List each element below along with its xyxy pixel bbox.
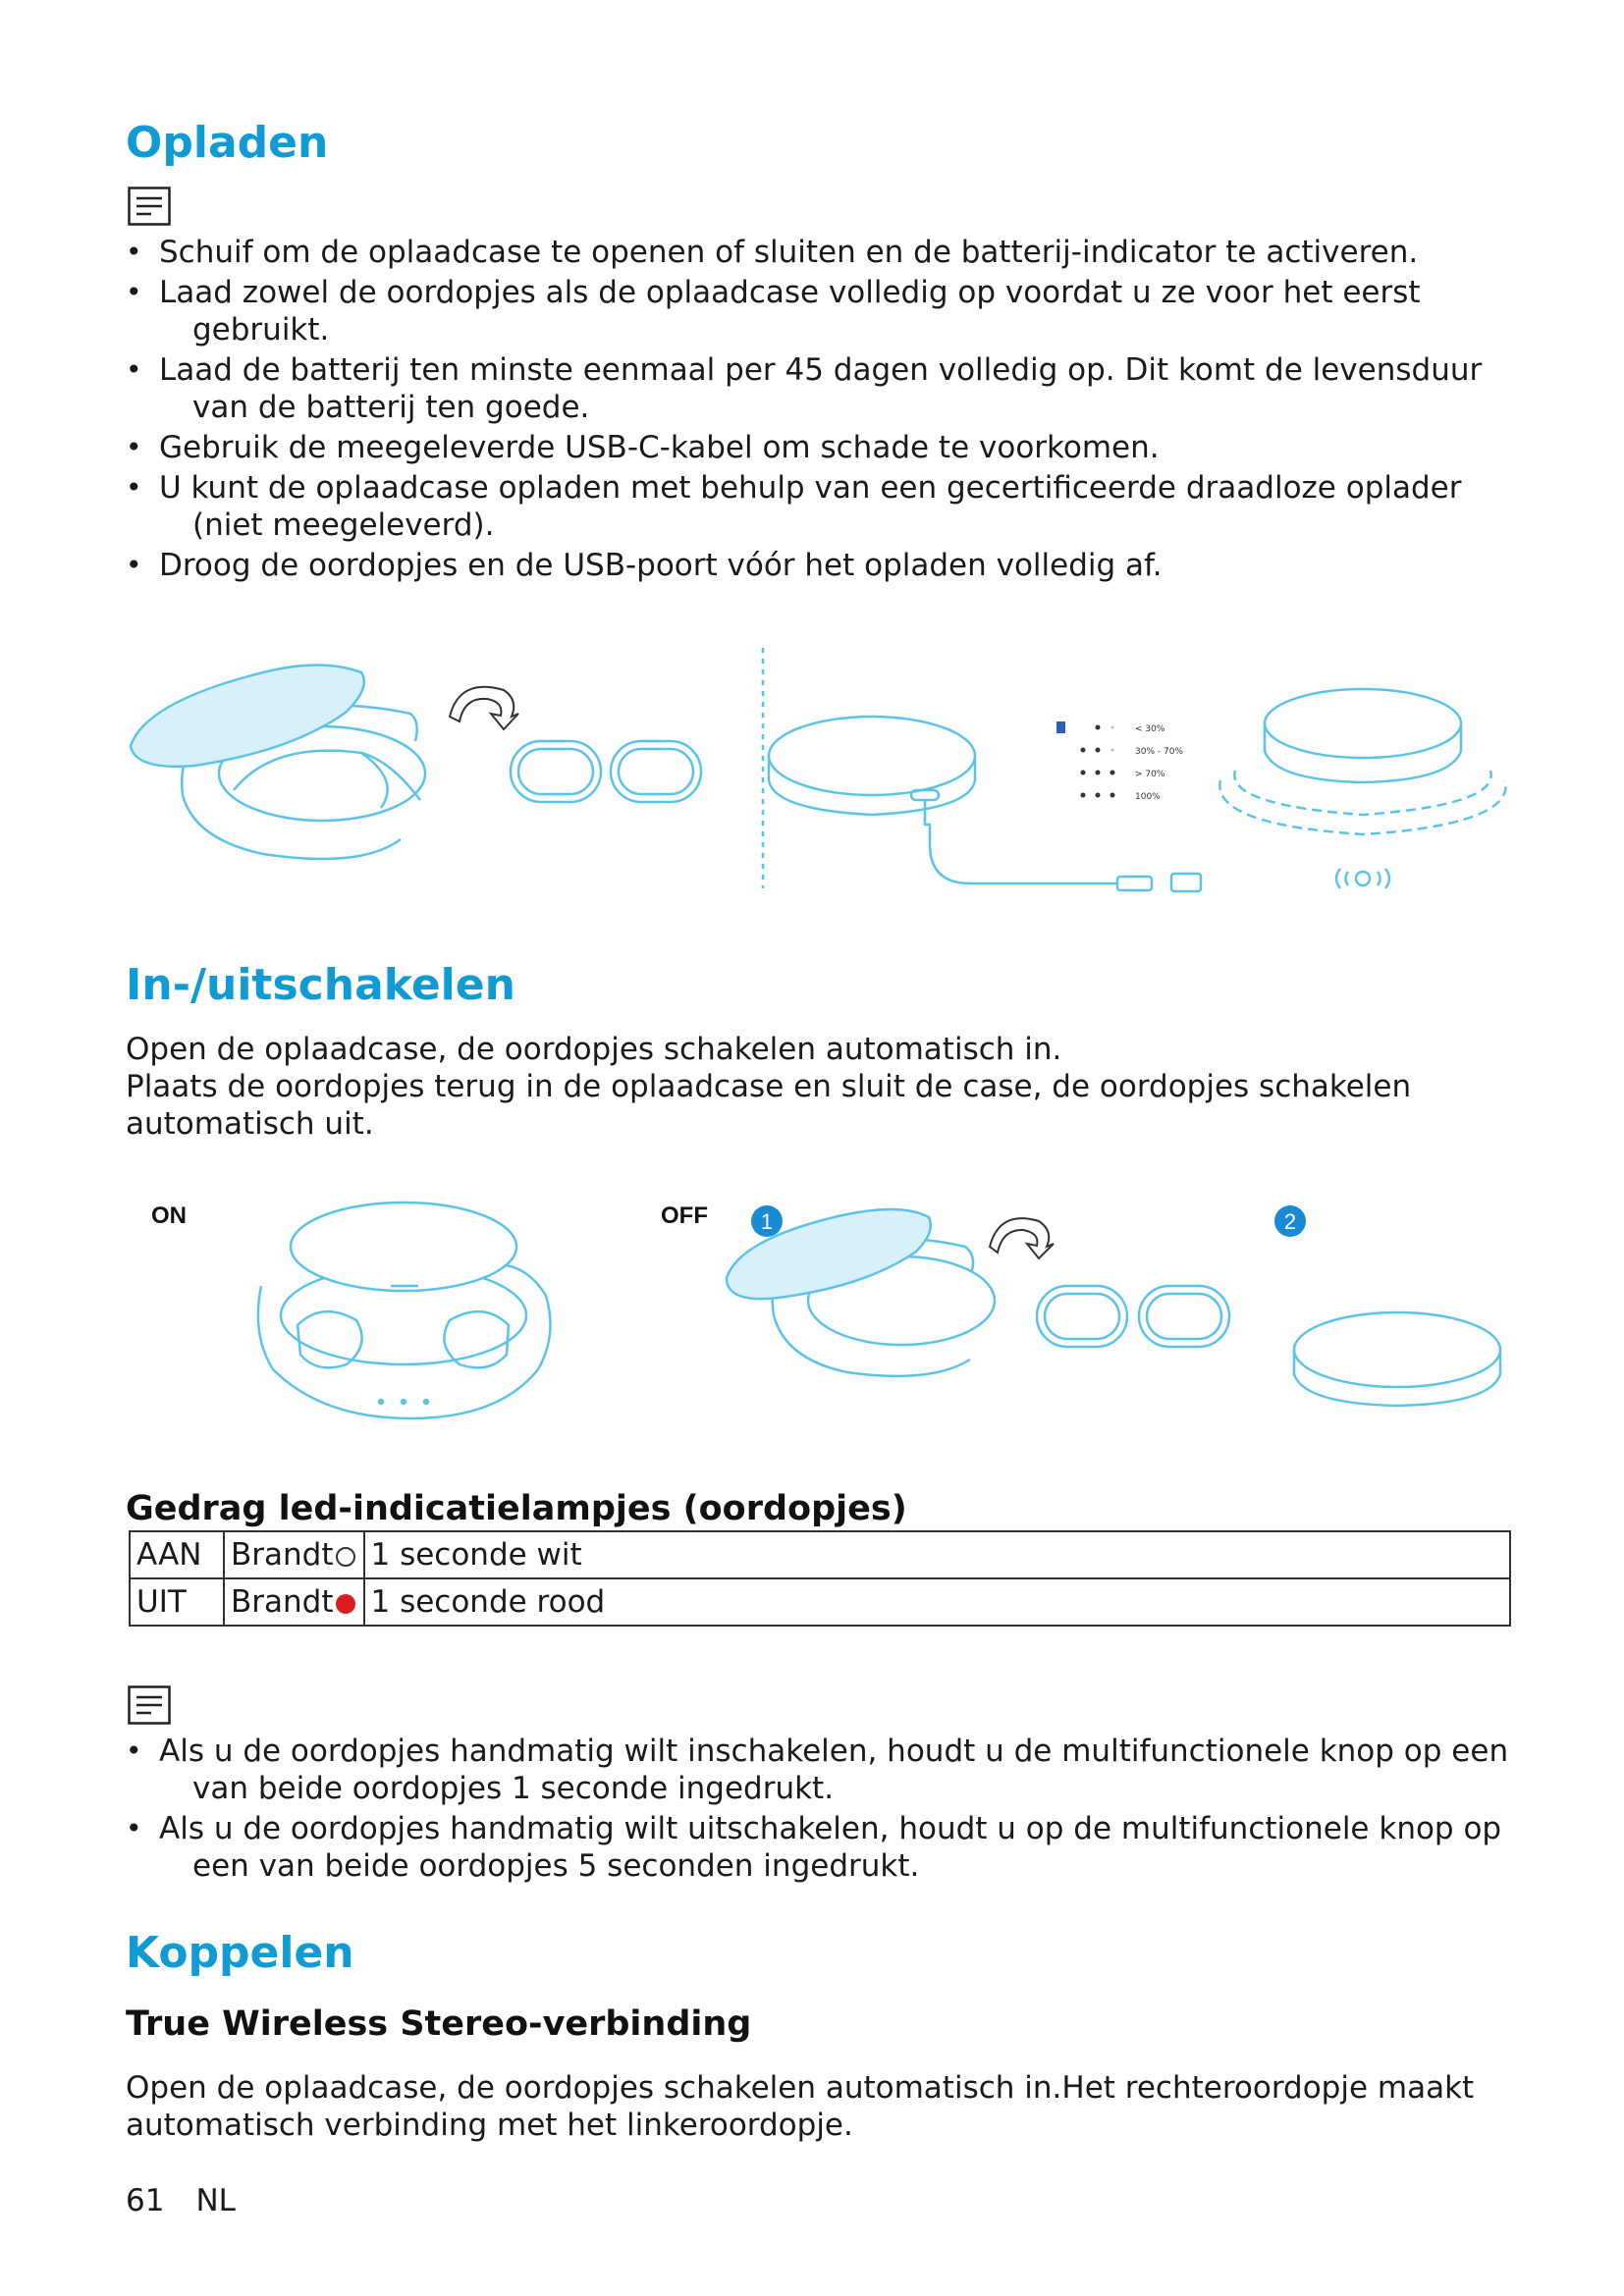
closed-case-drawing bbox=[1294, 1312, 1500, 1406]
power-instructions bbox=[126, 1031, 1520, 1143]
list-item: • Laad de batterij ten minste eenmaal per 45 dagen volledig op. Dit komt de levensduur van de batterij ten goede. bbox=[126, 351, 1520, 426]
page-footer bbox=[126, 2183, 267, 2218]
list-item: • U kunt de oplaadcase opladen met behulp van een gecertificeerde draadloze oplader (niet meegeleverd). bbox=[126, 469, 1520, 544]
section-title-opladen: Opladen bbox=[126, 118, 329, 168]
on-label: ON bbox=[151, 1202, 187, 1229]
list-item: • Droog de oordopjes en de USB-poort vóór het opladen volledig af. bbox=[126, 547, 1520, 584]
battery-level-label: 100% bbox=[1135, 792, 1161, 802]
note-icon bbox=[128, 1685, 171, 1725]
earbud-left-outline bbox=[511, 741, 601, 802]
list-item: • Als u de oordopjes handmatig wilt uitschakelen, houdt u op de multifunctionele knop op een van beide oordopjes 5 seconden ingedrukt. bbox=[126, 1810, 1520, 1885]
language-code: NL bbox=[195, 2183, 236, 2218]
open-case-drawing bbox=[131, 666, 425, 860]
section-title-schakelen: In-/uitschakelen bbox=[126, 960, 515, 1010]
section-title-koppelen: Koppelen bbox=[126, 1928, 354, 1978]
power-notes-list bbox=[126, 1733, 1520, 1888]
charging-notes-list bbox=[126, 234, 1520, 587]
state-cell: AAN bbox=[130, 1531, 224, 1578]
list-item: • Gebruik de meegeleverde USB-C-kabel om schade te voorkomen. bbox=[126, 429, 1520, 466]
open-case-on-drawing bbox=[258, 1202, 551, 1418]
paragraph: Open de oplaadcase, de oordopjes schakelen automatisch in. bbox=[126, 1032, 1062, 1067]
led-behaviour-title: Gedrag led-indicatielampjes (oordopjes) bbox=[126, 1489, 907, 1528]
led-behaviour-table bbox=[129, 1530, 1511, 1627]
earbud-right-outline bbox=[611, 741, 701, 802]
battery-level-label: > 70% bbox=[1135, 770, 1165, 779]
charging-illustration bbox=[126, 643, 1520, 908]
svg-text:2: 2 bbox=[1283, 1209, 1297, 1234]
list-item: • Schuif om de oplaadcase te openen of sluiten en de batterij-indicator te activeren. bbox=[126, 234, 1520, 271]
led-white-icon bbox=[336, 1547, 355, 1567]
table-row bbox=[130, 1578, 1510, 1626]
closed-case-cable-drawing bbox=[769, 717, 1201, 891]
list-item: • Laad zowel de oordopjes als de oplaadcase volledig op voordat u ze voor het eerst gebruikt. bbox=[126, 274, 1520, 348]
paragraph: Plaats de oordopjes terug in de oplaadcase en sluit de case, de oordopjes schakelen automatisch uit. bbox=[126, 1069, 1412, 1142]
off-label: OFF bbox=[661, 1202, 708, 1229]
wireless-charging-drawing bbox=[1219, 689, 1505, 888]
battery-level-label: < 30% bbox=[1135, 724, 1165, 734]
pairing-instructions bbox=[126, 2069, 1520, 2144]
action-cell: Brandt bbox=[224, 1578, 364, 1626]
tws-subtitle: True Wireless Stereo-verbinding bbox=[126, 2004, 752, 2044]
paragraph: Open de oplaadcase, de oordopjes schakelen automatisch in.Het rechteroordopje maakt automatisch verbinding met het linkeroordopje. bbox=[126, 2070, 1475, 2143]
duration-cell: 1 seconde rood bbox=[364, 1578, 1511, 1626]
state-cell: UIT bbox=[130, 1578, 224, 1626]
list-item: • Als u de oordopjes handmatig wilt inschakelen, houdt u de multifunctionele knop op een van beide oordopjes 1 seconde ingedrukt. bbox=[126, 1733, 1520, 1807]
power-illustration bbox=[126, 1188, 1520, 1433]
svg-text:1: 1 bbox=[760, 1209, 774, 1234]
action-cell: Brandt bbox=[224, 1531, 364, 1578]
table-row bbox=[130, 1531, 1510, 1578]
page-number: 61 bbox=[126, 2183, 165, 2218]
led-red-icon bbox=[336, 1594, 355, 1614]
note-icon bbox=[128, 187, 171, 226]
duration-cell: 1 seconde wit bbox=[364, 1531, 1511, 1578]
battery-level-label: 30% - 70% bbox=[1135, 747, 1183, 757]
